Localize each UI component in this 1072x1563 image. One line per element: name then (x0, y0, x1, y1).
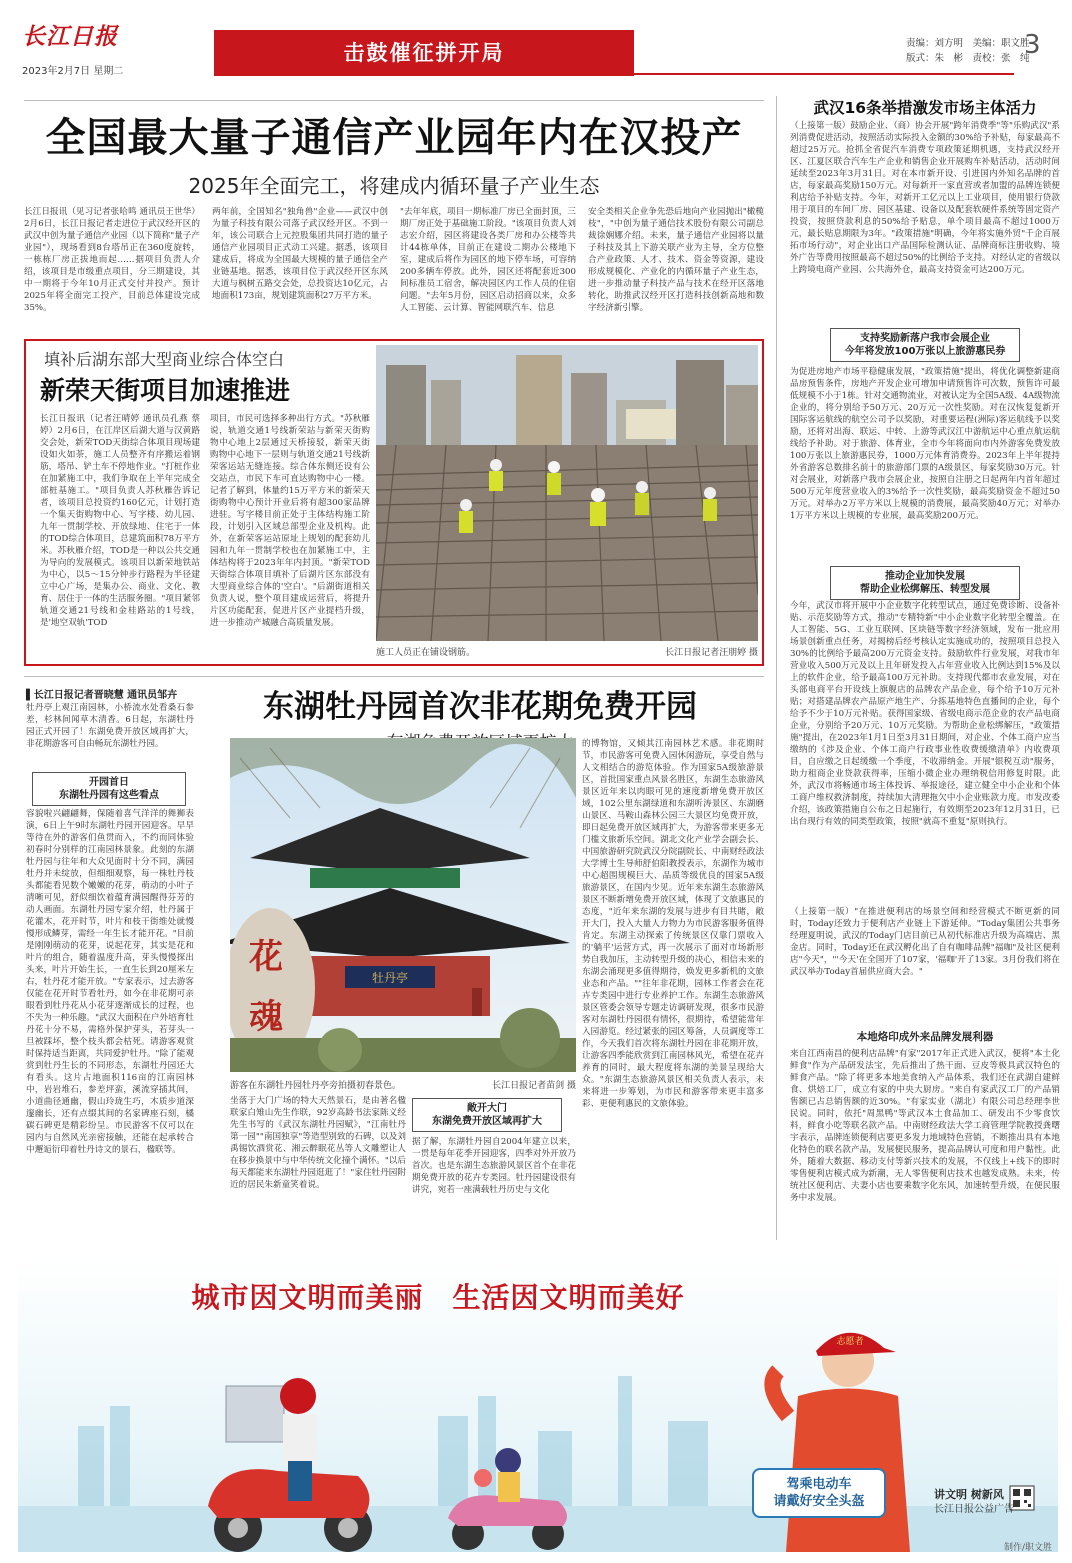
feature-body (40, 413, 370, 659)
photo-credit: 长江日报记者汪朋婷 摄 (665, 648, 758, 658)
feature-kicker: 填补后湖东部大型商业综合体空白 (44, 350, 285, 369)
svg-text:花: 花 (249, 937, 283, 977)
article-column: 长江日报讯（记者汪晴婷 通讯员孔燕 蔡婷）2月6日，在江岸区后湖大道与汉黄路交会处，新荣TOD天街综合体项目现场建设如火如荼，施工人员整齐有序搬运着钢筋，塔吊、铲土车不停地作业。"打桩作业在加紧施工中，我们争取在上半年完成全部桩基施工。"项目负责人苏秋雁告诉记者，该项目总投资约160亿元，计划打造一个集天街购物中心、写字楼、幼儿园、九年一贯制学校、开放绿地、住宅于一体的TOD综合体项目，总建筑面积78万平方米。苏秋雁介绍，TOD是一种以公共交通为导向的发展模式。该项目以新荣地铁站为中心，以5～15分钟步行路程为半径建立中心广场，是集办公、商业、文化、教育、居住于一体的生活服务圈。"项目紧邻轨道交通21号线和金桂路站的1号线，是'地空双轨'TOD (40, 414, 200, 628)
tag-line: 敞开大门 (467, 1103, 507, 1114)
lead-subhead: 2025年全面完工，将建成内循环量子产业生态 (188, 174, 600, 198)
newspaper-logo: 长江日报 (22, 23, 118, 50)
subsection-tag (830, 328, 1020, 362)
tag-line: 帮助企业松绑解压、转型发展 (860, 584, 990, 595)
article-column: 为促进房地产市场平稳健康发展，"政策措施"提出，将优化调整新建商品房预售条件，房地产开发企业可增加申请预售许可次数，预售许可最低规模不小于1栋。针对交通物流业，对被认定为全国5A级、4A级物流企业的，将分别给予50万元、20万元一次性奖励。对在汉恢复复新开国际客运航线的航空公司予以奖励，对重要运程(洲际)客运航线予以奖励，还将对出海、联运、中转、上游等武汉江中游航运中心重点航运航线给予补助。对于旅游、体育业，全市今年将面向市内外游客免费发放100万张以上旅游惠民券，1000万元体育消费券。2023年上半年提持外省游客总数排名前十的旅游部门票的A级景区，每家奖励30万元。针对会展业，对新落户我市会展企业，按照自注册之日起两年内首年超过500万元年度营业收入的3%给予一次性奖励，最高奖励资金不超过50万元。对举办2万平方米以上规模的消费展，最高奖励40万元；对举办1万平方米以上规模的专业展，最高奖励200万元。 (790, 367, 1060, 521)
photo-caption (376, 645, 758, 658)
subsection-tag: 本地烙印成外来品牌发展利器 (830, 1028, 1020, 1047)
banner-rule (634, 73, 1014, 75)
tag-line: 今年将发放100万张以上旅游惠民券 (844, 346, 1006, 357)
article-column: 来自江西南昌的便利店品牌"有家"2017年正式进入武汉，便将"本土化鲜食"作为产品研发法宝，先后推出了热干面、豆皮等极具武汉特色的鲜食产品。"除了将更多本地美食纳入产品体系，我们还在武湖自建鲜食、烘焙工厂，成立有家的中央大厨房。"来自有家武汉工厂的产品销售额已占总销售额的近30%。"有家实业（湖北）有限公司总经理李世民说。同时，依托"周黑鸭"等武汉本土食品加工、研发出不少零食饮料，鲜食小吃等联名款产品。中南财经政法大学工商管理学院教授龚曙宇表示，品牌连锁便利店要更多发力地域特色营销，不断推出具有本地化特色的联名款产品，发展便民服务，提高品牌认可度和用户黏性。此外，随着大数据、移动支付等新兴技术的发展，不仅线上+线下的即时零售便利店模式成为新潮，无人零售便利店技术也越发成熟。未来，传统社区便利店、夫妻小店也要乘数字化东风，加速转型升级，在便民服务中求发展。 (790, 1049, 1060, 1203)
article-column: 容貌啦兴翩翩舞，保随着喜气洋洋的舞狮表演，6日上午9时东湖牡丹园开园迎客。早早等待在外的游客们鱼贯而入，不约而同体验初春时分别样的江南园林景象。此刻的东湖牡丹园与往年和大众见面时十分不同，满园牡丹并未绽放，但细细观察，每一株牡丹枝头都能看见数个嫩嫩的花芽，萌动的小叶子清晰可见，舒似细饮着蕴育满园醒得芬芳的动人画面。东湖牡丹园专家介绍，牡丹属于花灌木，花开时节，叶片和枝干街维处就慢慢形成鳞芽，需经一年生长才能开花。"目前是刚刚萌动的花芽，说起花芽，其实是花和叶片的组合，随着温度升高，芽头慢慢探出头来，叶片开始生长，一直生长到20厘米左右，牡丹花才能开放。"专家表示，过去游客仅能在花开时节看牡丹，如今在非花期可亲眼看到牡丹花从小花芽逐渐成长的过程，也不失为一种乐趣。"武汉大面积在户外培育牡丹花十分不易，需格外保护芽头，若芽头一旦被踩坏，整个枝头都会枯死。请游客观赏时保持适当距离，共同爱护牡丹。"除了能观赏到牡丹生长的不同形态，东湖牡丹园还大有看头。这片占地面积116亩的江南园林中，岩岩堆石，参差坪蛮，溪流穿插其间，小道曲径通幽，假山玲珑生巧，木质步道深邃幽长，还有点缀其间的名家碑座石刻，橘碳石碑更是精彩纷呈。市民游客不仅可以在园内与自然风光亲密接触，还能在起承转合中邂逅衍印着牡丹诗文的景石，楹联等。 (26, 809, 194, 1155)
article-column: "去年年底，项目一期标准厂房已全面封顶，三期厂房正处于基础施工阶段。"该项目负责人刘志宏介绍，园区将建设各类厂房和办公楼等共计44栋单体，目前正在建设二期办公楼地下室，建成后将作为园区的地下停车场，可容纳200多辆车停放。此外，园区还将配套近300间标准员工宿舍，解决园区内工作人员的住宿问题。"去年5月份，园区启动招商以来，众多人工智能、云计算、智能网联汽车、信息 (400, 207, 576, 313)
subsection-tag (412, 1098, 562, 1132)
article-column: 安全类相关企业争先恐后地向产业园抛出"橄榄枝"，"中创为量子通信技术股份有限公司副总裁徐娴娜介绍。未来，量子通信产业园将以量子科技及其上下游关联产业为主导，全方位整合产业政策、人才、技术、资金等资源，建设形成规模化、产业化的内循环量子产业生态，进一步推动量子科技产品与技术在经开区落地转化，助推武汉经开区打造科技创新高地和数字经济新引擎。 (588, 207, 764, 313)
psa-tagline (934, 1488, 1014, 1517)
page-slogan-banner: 击鼓催征拼开局 (214, 30, 634, 76)
tip-line: 请戴好安全头盔 (773, 1494, 865, 1509)
article-column: 坐落于大门广场的特大天然景石，是由著名楹联家白雉山先生作联，92岁高龄书法家陈义经先生书写的《武汉东湖牡丹园赋》，"江南牡丹第一园""南国独享"等造型别致的石碑，以及刘禹锡饮酒赏花、湘云醉眠花丛等人文雕塑让人在移步换景中与中华传统文化撞个满怀。"以后每天都能来东湖牡丹园逛逛了！"家住牡丹园附近的居民朱新童笑着说。 (230, 1096, 406, 1190)
photo-credit: 长江日报记者苗剑 摄 (492, 1081, 576, 1091)
tag-line: 开园首日 (89, 777, 129, 788)
right-headline: 武汉16条举措激发市场主体活力 (813, 99, 1037, 117)
feature-article-box (24, 339, 764, 666)
lead-article-body (24, 206, 764, 336)
credits-line: 版式：朱 彬 责校：张 纯 (906, 53, 1030, 64)
tag-line: 东湖牡丹园有这些看点 (59, 790, 159, 801)
public-service-ad (18, 1256, 1058, 1552)
article-column: 据了解，东湖牡丹园自2004年建立以来，一贯是每年花季开园迎客，四季对外开放乃首次。也是东湖生态旅游风景区首个在非花期免费开放的花卉专类园。牡丹园建设很有讲究，宛若一座满载牡丹历史与文化 (412, 1137, 576, 1195)
helmet-reminder-tip (752, 1468, 886, 1518)
article-column: （上接第一版）"在推进便利店的场景空间和经营模式不断更新的同时，Today还致力于便利店产业链上下游延伸。"Today集团公共事务经理夏明说，武汉的Today门店目前已从初代标准店升级为高端店、黑金店。同时，Today还在武汉孵化出了自有咖啡品牌"福咖"及社区便利店"今天"，"'今天'在全国开了107家，'福咖'开了13家。3月份我们将在武汉举办Today首届供应商大会。" (790, 907, 1060, 977)
pavilion-illustration (230, 738, 576, 1072)
caption-text: 施工人员正在铺设钢筋。 (376, 648, 476, 658)
tag-line: 东湖免费开放区域再扩大 (432, 1116, 542, 1127)
article-column: 今年，武汉市将开展中小企业数字化转型试点，通过免费诊断、设备补贴、示范奖励等方式，推动"专精特新"中小企业数字化转型全覆盖。在人工智能、5G、工业互联网、区块链等数字经济领域，发布一批应用场景创新重点任务，对揭榜后经考核认定实施成功的，按照项目总投入30%的比例给予最高200万元资金支持。鼓励软件行业发展，对我市年营业收入500万元及以上且年研发投入占年营业收入比例达到15%及以上的软件企业，给予最高100万元补助。支持现代都市农业发展，对在头部电商平台开设线上旗舰店的品牌农产品企业，每个给予10万元补贴；对搭建品牌农产品原产地生产、分拣基地特色直播间的企业，每个给予不少于10万元补贴。获得国家级、省级电商示范企业的农产品电商企业，分别给予20万元、10万元奖励。为帮助企业松绑解压，"政策措施"提出，在2023年1月1日至3月31日期间，对企业、个体工商户应当缴纳的《涉及企业、个体工商户行政事业性收费缓缴清单》内收费项目，自应缴之日起缓缴一个季度，不收滞纳金。开展"银税互动"服务，助力租商企业贷款获得率，压缩小微企业办理纳税信用修复时限。此外，武汉市将畅通市场主体投诉、举报途径，建立健全中小企业和个体工商户维权救济制度，持续加大清理拖欠中小企业账款力度。市发改委介绍，该政策措施自公布之日起施行，有效期至2023年12月31日，已出台现行有效的同类型政策，按照"就高不重复"原则执行。 (790, 601, 1060, 827)
psa-maker-credit: 制作/职文胜 (1004, 1543, 1053, 1552)
lead-top-rule (24, 100, 764, 101)
credits-line: 责编：刘方明 美编：职文胜 (906, 38, 1030, 49)
issue-date: 2023年2月7日 星期二 (22, 66, 124, 77)
subsection-tag (830, 566, 1020, 600)
feature-headline: 新荣天街项目加速推进 (40, 376, 291, 405)
tip-line: 驾乘电动车 (786, 1477, 852, 1492)
article-column: 的博物馆，又倾其江南园林艺术感。非花期时节，市民游客可免费入园休闲游玩，享受自然与人文相结合的游览体验。作为国家5A级旅游景区，首批国家重点风景名胜区，东湖生态旅游风景区近年来以肉眼可见的速度新增免费开放区域，102公里东湖绿道和东湖听涛景区、东湖磨山景区、马鞍山森林公园三大景区均免费开放，即日起免费开放区域再扩大，为游客带来更多无门槛文旅新乐空间。湖北文化产业学会副会长、中国旅游研究院武汉分院副院长、中南财经政法大学博士生导师舒伯阳教授表示，东湖作为城市中心超围规模巨大、品质等级优良的国家5A级旅游景区，在国内少见。近年来东湖生态旅游风景区不断新增免费开放区域，体现了文旅惠民的态度，"近年来东湖的发展与进步有目共睹，敞开大门，投入大量人力物力为市民游客服务值得肯定。东湖主动探索了传统景区仅靠门票收入的'躺平'运营方式，再一次展示了面对市场新形势自我加压，主动转型升级的决心，相信未来的东湖会涌现更多值得期待，焕发更多新机的文旅业态和产品。""往年非花期，园林工作者会在花卉专类园中进行专业养护工作。东湖生态旅游风景区管委会领导专题走访调研发现，很多市民游客对东湖牡丹园很有情怀，很期待，希望能常年入园游览。经过紧张的园区筹备，人员调度等工作，今天我们首次将东湖牡丹园在非花期开放，让游客四季能欣赏到江南园林风光，希望在花卉养育的同时，最大程度将东湖的美景呈现给大众。"东湖生态旅游风景区相关负责人表示，未来将进一步筹划，为市民和游客带来更丰富多彩、更便利惠民的文旅体验。 (582, 739, 764, 1109)
svg-text:魂: 魂 (249, 997, 283, 1037)
article-column: （上接第一版）鼓励企业、（商）协会开展"跨年消费季"等"乐购武汉"系列消费促进活动，按照活动实际投入金额的30%给予补贴，每家最高不超过25万元。抢抓全省促汽车消费专项政策延期机遇，支持武汉经开区、江夏区联合汽车生产企业和销售企业开展购车补贴活动，活动时间延续至2023年3月31日。对在本市新开设、引进国内外知名品牌的首店，每家最高奖励150万元。对每新开一家直营或者加盟的品牌连锁便利店给予补贴支持。今年，对新开工亿元以上工业项目，使用银行贷款用于项目的车间厂房、园区基建、设备以及配套软硬件系统等固定资产投资，按照贷款利息的50%给予贴息，单个项目最高不超过1000万元，最长贴息期限为3年。"政策措施"明确，今年将实施外贸"千企百展拓市场行动"，对企业出口产品国际检测认证、品牌商标注册收购、境外广告等费用按照最高不超过50%的比例给予支持。对经认定的省级以上跨境电商产业园、公共海外仓，最高支持资金可达200万元。 (790, 121, 1060, 275)
construction-photo (376, 345, 758, 641)
page-number: 3 (1024, 30, 1041, 60)
tag-line: 推动企业加快发展 (885, 571, 965, 582)
tag-line: 支持奖励新落户我市会展企业 (860, 333, 990, 344)
peony-garden-photo (230, 738, 576, 1072)
photo-caption (230, 1078, 576, 1091)
tagline-text: 讲文明 树新风 (934, 1488, 1004, 1501)
psa-illustration (18, 1256, 1058, 1552)
lead-headline: 全国最大量子通信产业园年内在汉投产 (45, 115, 743, 161)
psa-slogan: 城市因文明而美丽 生活因文明而美好 (191, 1281, 685, 1314)
masthead (14, 12, 1060, 82)
byline: ▌长江日报记者晋晓慧 通讯员邹卉 (26, 690, 178, 701)
svg-text:牡丹亭: 牡丹亭 (371, 971, 409, 985)
column-divider (776, 96, 777, 1240)
peony-lead-paragraph: 牡丹亭上观江南园林，小桥流水处看桑石参差，杉林间闻草木清香。6日起，东湖牡丹园正式开园了！东湖免费开放区域再扩大，非花期游客可自由畅玩东湖牡丹园。 (26, 703, 194, 749)
volunteer-hat-text: 志愿者 (836, 1337, 864, 1347)
caption-text: 游客在东湖牡丹园牡丹亭旁拍摄初春景色。 (230, 1081, 402, 1091)
publisher-text: 长江日报公益广告 (934, 1504, 1014, 1515)
section-rule (24, 676, 764, 677)
editor-credits (906, 36, 1030, 66)
article-column: 项目，市民可选择多种出行方式。"苏秋雁说，轨道交通1号线新荣站与新荣天街购物中心地上2层通过天桥接驳，新荣天街购物中心地下一层则与轨道交通21号线新荣客运站无缝连接。综合体东侧还设有公交站点，市民下车可直达购物中心一楼。记者了解到，体量约15万平方米的新荣天街购物中心预计开业后将有超300家品牌进驻。写字楼目前正处于主体结构施工阶段，计划引入区域总部型企业及机构。此外，在新荣客运站原址上规划的配套幼儿园和九年一贯制学校也在加紧施工中，主体结构将于2023年年内封顶。"新荣TOD天街综合体项目填补了后湖片区东部没有大型商业综合体的'空白'。"后湖街道相关负责人说，整个项目建成运营后，将提升片区功能配套，促进片区产业提档升级，进一步推动产城融合高质量发展。 (210, 414, 370, 628)
peony-headline: 东湖牡丹园首次非花期免费开园 (263, 689, 697, 725)
construction-site-illustration (376, 345, 758, 641)
article-column: 两年前，全国知名"独角兽"企业——武汉中创为量子科技有限公司落子武汉经开区。不到一年，该公司联合上元控股集团共同打造的量子通信产业园项目正式动工兴建。据悉，该项目建成后，将成为全国最大规模的量子通信全产业链基地。据悉，该项目位于武汉经开区东风大道与枫树五路交会处，总投资达10亿元，占地面积173亩，规划建筑面积27万平方米。 (212, 207, 388, 301)
subsection-tag (32, 772, 186, 806)
article-column: 长江日报讯（见习记者张哈鸣 通讯员王世华）2月6日，长江日报记者走进位于武汉经开区的武汉中创为量子通信产业园（以下简称"量子产业园"），现场看到8台塔吊正在360度旋转，一栋栋厂房正拔地而起……据项目负责人介绍，该项目是市级重点项目，分三期建设，其中一期将于今年10月正式交付并投产。预计2025年将全面完工投产，目前总体建设完成35%。 (24, 207, 200, 313)
volunteer-figure (772, 1333, 910, 1552)
